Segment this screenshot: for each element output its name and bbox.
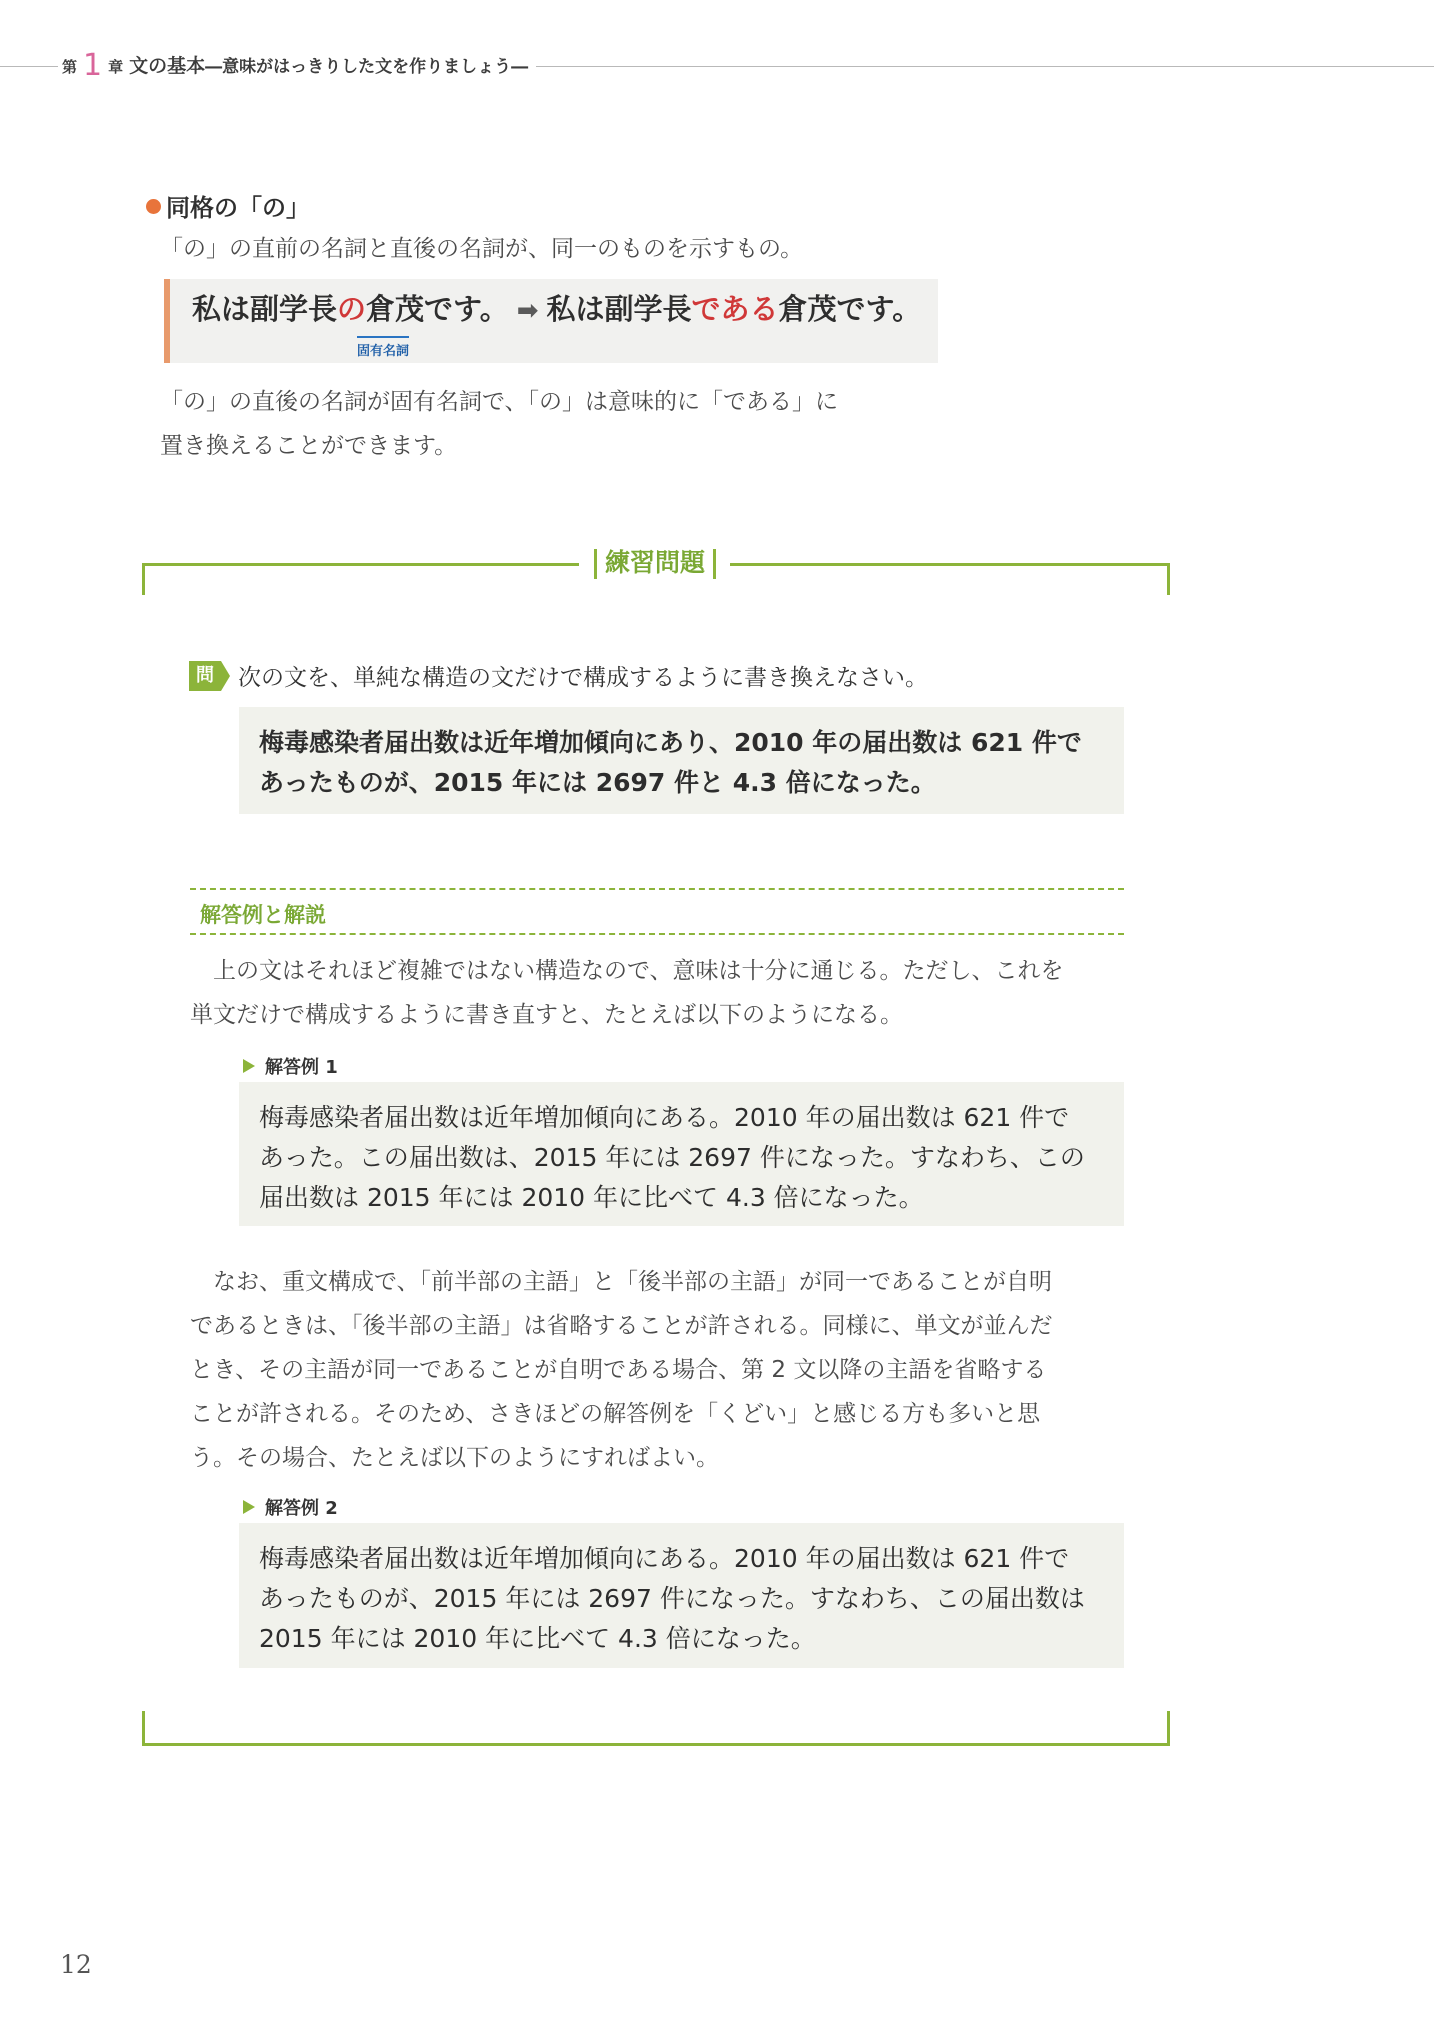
section-heading — [146, 188, 310, 223]
frame-top-left-rule — [142, 563, 579, 566]
answer-example1-label — [243, 1053, 338, 1079]
explanation-line: 置き換えることができます。 — [160, 433, 458, 459]
frame-top-left-corner — [142, 563, 145, 595]
example-sentence — [192, 287, 921, 328]
chapter-subtitle: ―意味がはっきりした文を作りましょう― — [205, 57, 529, 77]
practice-title — [583, 545, 727, 581]
answer-example2-box — [239, 1523, 1124, 1668]
example-box — [164, 279, 938, 363]
section-heading-text: 同格の「の」 — [166, 194, 310, 222]
answer-note-line: とき、その主語が同一であることが自明である場合、第 2 文以降の主語を省略する — [190, 1357, 1047, 1383]
explanation-line: 「の」の直後の名詞が固有名詞で、「の」は意味的に「である」に — [160, 389, 839, 415]
frame-bottom-right-corner — [1167, 1711, 1170, 1746]
chapter-number: 1 — [83, 48, 103, 83]
question-box-text — [239, 707, 1124, 819]
question-box — [239, 707, 1124, 814]
answer-heading: 解答例と解説 — [200, 903, 326, 927]
frame-bottom-rule — [142, 1743, 1170, 1746]
answer-note-line: であるときは、「後半部の主語」は省略することが許される。同様に、単文が並んだ — [190, 1313, 1053, 1339]
question-line: あったものが、2015 年には 2697 件と 4.3 倍になった。 — [259, 768, 936, 797]
chapter-title: 文の基本 — [129, 55, 206, 77]
chapter-prefix: 第 — [62, 58, 78, 76]
answer-note — [190, 1260, 1130, 1480]
section-description: 「の」の直前の名詞と直後の名詞が、同一のものを示すもの。 — [160, 236, 804, 262]
example-part2: 倉茂です。 — [366, 292, 509, 326]
answer-example1-label-text: 解答例 1 — [265, 1057, 338, 1078]
bullet-dot-icon — [146, 199, 161, 214]
question-line: 梅毒感染者届出数は近年増加傾向にあり、2010 年の届出数は 621 件で — [259, 728, 1082, 757]
answer-intro-line: 上の文はそれほど複雑ではない構造なので、意味は十分に通じる。ただし、これを — [213, 958, 1064, 984]
answer-note-line: なお、重文構成で、「前半部の主語」と「後半部の主語」が同一であることが自明 — [213, 1269, 1053, 1295]
frame-bottom-left-corner — [142, 1711, 145, 1746]
answer-intro — [190, 949, 1130, 1037]
answer-note-line: ことが許される。そのため、さきほどの解答例を「くどい」と感じる方も多いと思 — [190, 1401, 1041, 1427]
answer-note-line: う。その場合、たとえば以下のようにすればよい。 — [190, 1445, 719, 1471]
title-bar-right — [713, 549, 716, 579]
practice-title-text: 練習問題 — [604, 548, 705, 577]
answer-example1-box — [239, 1082, 1124, 1226]
chapter-suffix: 章 — [108, 58, 124, 76]
answer-example1-text — [239, 1082, 1124, 1234]
triangle-bullet-icon — [243, 1500, 255, 1514]
question-text: 次の文を、単純な構造の文だけで構成するように書き換えなさい。 — [238, 665, 928, 691]
answer-divider-bottom — [190, 933, 1124, 935]
page-number: 12 — [60, 1950, 92, 1979]
chapter-header — [58, 50, 536, 82]
answer-divider-top — [190, 888, 1124, 890]
example-part3: 私は副学長 — [546, 292, 692, 326]
example-replacement: である — [691, 292, 779, 326]
example-particle: の — [337, 292, 367, 326]
example-part1: 私は副学長 — [192, 292, 338, 326]
question-badge-arrow — [221, 661, 230, 691]
right-arrow-icon: ➡ — [516, 296, 539, 326]
answer-example2-text — [239, 1523, 1124, 1675]
frame-top-right-corner — [1167, 563, 1170, 595]
answer-example1-line: 届出数は 2015 年には 2010 年に比べて 4.3 倍になった。 — [259, 1183, 924, 1212]
frame-top-right-rule — [730, 563, 1170, 566]
answer-example2-line: 2015 年には 2010 年に比べて 4.3 倍になった。 — [259, 1624, 816, 1653]
triangle-bullet-icon — [243, 1059, 255, 1073]
answer-example1-line: 梅毒感染者届出数は近年増加傾向にある。2010 年の届出数は 621 件で — [259, 1103, 1070, 1132]
answer-example2-label-text: 解答例 2 — [265, 1498, 338, 1519]
question-badge: 問 — [189, 661, 221, 691]
answer-example2-line: あったものが、2015 年には 2697 件になった。すなわち、この届出数は — [259, 1584, 1085, 1613]
proper-noun-annotation: 固有名詞 — [357, 336, 409, 359]
title-bar-left — [594, 549, 597, 579]
answer-example1-line: あった。この届出数は、2015 年には 2697 件になった。すなわち、この — [259, 1143, 1085, 1172]
example-part4: 倉茂です。 — [778, 292, 922, 326]
answer-example2-label — [243, 1494, 338, 1520]
answer-example2-line: 梅毒感染者届出数は近年増加傾向にある。2010 年の届出数は 621 件で — [259, 1544, 1070, 1573]
answer-intro-line: 単文だけで構成するように書き直すと、たとえば以下のようになる。 — [190, 1002, 903, 1028]
section-explanation — [160, 380, 920, 468]
